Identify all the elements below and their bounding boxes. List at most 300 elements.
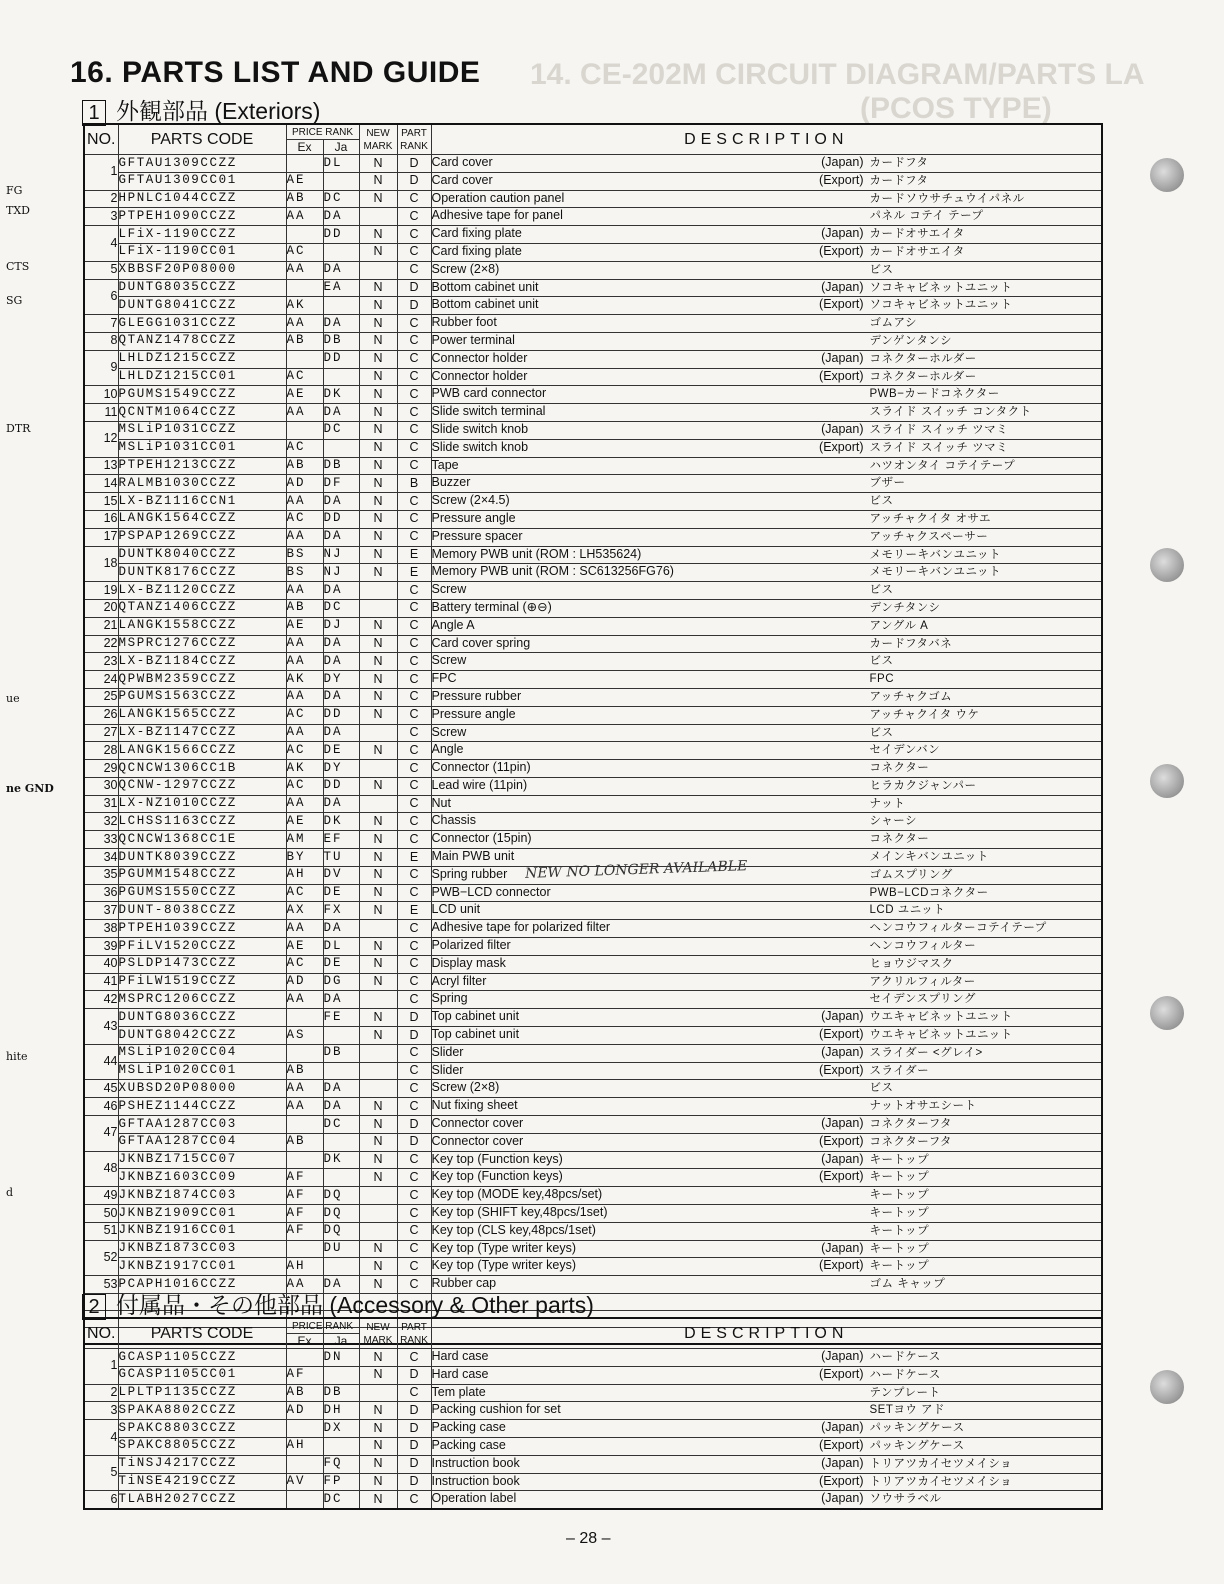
part-rank: C [397, 1349, 431, 1367]
description-japanese: メインキバンユニット [869, 851, 989, 864]
item-number: 19 [84, 582, 118, 600]
description-english: Pressure spacer [431, 528, 523, 543]
description-japanese: カードオサエイタ [869, 245, 965, 258]
description-japanese: テンプレート [869, 1386, 941, 1399]
description-japanese: スライド スイッチ コンタクト [869, 406, 1032, 419]
description [431, 1437, 1102, 1455]
parts-code: LX-NZ1010CCZZ [118, 795, 286, 813]
table-row [84, 688, 1102, 706]
price-rank-ja: DK [323, 1151, 359, 1169]
price-rank-ex: AA [286, 1276, 323, 1294]
price-rank-ja: DC [323, 421, 359, 439]
new-mark: N [359, 510, 397, 528]
parts-code: JKNBZ1874CC03 [118, 1187, 286, 1205]
description-english: Bottom cabinet unit [431, 279, 539, 294]
price-rank-ex: AC [286, 368, 323, 386]
table-row [84, 1098, 1102, 1116]
part-rank: D [397, 1027, 431, 1045]
handwritten-note: NEW NO LONGER AVAILABLE [524, 858, 748, 882]
description-japanese: トリアツカイセツメイショ [869, 1475, 1013, 1488]
item-number: 25 [84, 688, 118, 706]
price-rank-ja: DB [323, 1384, 359, 1402]
price-rank-ja: EF [323, 831, 359, 849]
side-label: ne GND [6, 782, 54, 795]
item-number: 30 [84, 777, 118, 795]
table-row [84, 208, 1102, 226]
parts-code: MSPRC1276CCZZ [118, 635, 286, 653]
new-mark [359, 582, 397, 600]
description-japanese: ナット [869, 797, 906, 810]
part-rank: C [397, 226, 431, 244]
parts-code: LANGK1564CCZZ [118, 510, 286, 528]
new-mark: N [359, 973, 397, 991]
binder-hole [1150, 548, 1184, 582]
header-description: DESCRIPTION [431, 1318, 1102, 1349]
description [431, 671, 1102, 689]
part-rank: C [397, 457, 431, 475]
new-mark: N [359, 1402, 397, 1420]
description [431, 1473, 1102, 1491]
part-rank: C [397, 350, 431, 368]
parts-code: SPAKA8802CCZZ [118, 1402, 286, 1420]
description-english: Operation label [431, 1491, 517, 1506]
part-rank: C [397, 510, 431, 528]
description [431, 475, 1102, 493]
item-number: 8 [84, 332, 118, 350]
description-english: Connector (11pin) [431, 760, 531, 775]
part-rank: C [397, 315, 431, 333]
description-english: Screw [431, 653, 467, 668]
part-rank: C [397, 760, 431, 778]
part-rank: C [397, 938, 431, 956]
table-row [84, 1151, 1102, 1169]
description [431, 564, 1102, 582]
price-rank-ja: DA [323, 635, 359, 653]
description [431, 777, 1102, 795]
part-rank: D [397, 1455, 431, 1473]
table-row [84, 1420, 1102, 1438]
new-mark: N [359, 1473, 397, 1491]
description [431, 457, 1102, 475]
part-rank: D [397, 1116, 431, 1134]
parts-code: PSPAP1269CCZZ [118, 528, 286, 546]
part-rank: C [397, 1276, 431, 1294]
price-rank-ja: DF [323, 475, 359, 493]
price-rank-ex: AE [286, 938, 323, 956]
new-mark: N [359, 938, 397, 956]
price-rank-ex: AH [286, 1258, 323, 1276]
description-english: Packing cushion for set [431, 1402, 561, 1417]
new-mark: N [359, 831, 397, 849]
price-rank-ex [286, 1116, 323, 1134]
parts-code: QTANZ1406CCZZ [118, 599, 286, 617]
part-rank: C [397, 1491, 431, 1509]
new-mark: N [359, 350, 397, 368]
item-number: 41 [84, 973, 118, 991]
item-number: 52 [84, 1240, 118, 1276]
new-mark [359, 1187, 397, 1205]
table-row [84, 1384, 1102, 1402]
price-rank-ja: DQ [323, 1187, 359, 1205]
table-row [84, 457, 1102, 475]
new-mark: N [359, 226, 397, 244]
new-mark: N [359, 564, 397, 582]
price-rank-ex: AE [286, 386, 323, 404]
new-mark: N [359, 955, 397, 973]
new-mark: N [359, 332, 397, 350]
description [431, 172, 1102, 190]
description-english: Connector holder [431, 368, 528, 383]
new-mark: N [359, 1420, 397, 1438]
region: (Japan) [821, 1044, 864, 1059]
new-mark: N [359, 1491, 397, 1509]
region: (Japan) [821, 1491, 864, 1506]
part-rank: B [397, 475, 431, 493]
description-japanese: カードソウサチュウイパネル [869, 192, 1025, 205]
description [431, 315, 1102, 333]
description-japanese: パッキングケース [869, 1439, 965, 1452]
description-english: Screw [431, 724, 467, 739]
price-rank-ja: DD [323, 510, 359, 528]
description-english: Tem plate [431, 1384, 486, 1399]
description-japanese: ソコキャビネットユニット [869, 281, 1013, 294]
description [431, 297, 1102, 315]
part-rank: D [397, 1366, 431, 1384]
description-japanese: ソウサラベル [869, 1493, 942, 1506]
parts-code: PFiLV1520CCZZ [118, 938, 286, 956]
description-english: Key top (Function keys) [431, 1169, 563, 1184]
price-rank-ex: AH [286, 866, 323, 884]
new-mark: N [359, 635, 397, 653]
region: (Export) [819, 439, 864, 454]
price-rank-ex: AC [286, 955, 323, 973]
description-japanese: キートップ [869, 1260, 930, 1273]
price-rank-ex [286, 1491, 323, 1509]
part-rank: E [397, 902, 431, 920]
part-rank: C [397, 831, 431, 849]
parts-code: DUNTG8035CCZZ [118, 279, 286, 297]
table-row [84, 1044, 1102, 1062]
description [431, 208, 1102, 226]
region: (Japan) [821, 350, 864, 365]
description-japanese: PWB−LCDコネクター [869, 886, 989, 899]
price-rank-ja: DK [323, 386, 359, 404]
price-rank-ja [323, 1366, 359, 1384]
parts-code: PTPEH1039CCZZ [118, 920, 286, 938]
table-row [84, 813, 1102, 831]
description [431, 1455, 1102, 1473]
price-rank-ja: DY [323, 760, 359, 778]
description-japanese: ブザー [869, 477, 906, 490]
description-japanese: ゴムスプリング [869, 868, 953, 881]
table-row [84, 1349, 1102, 1367]
item-number: 35 [84, 866, 118, 884]
price-rank-ex: AK [286, 760, 323, 778]
price-rank-ex: AV [286, 1473, 323, 1491]
parts-code: JKNBZ1603CC09 [118, 1169, 286, 1187]
table-row [84, 938, 1102, 956]
price-rank-ex: AB [286, 457, 323, 475]
header-new-mark: NEW MARK [359, 124, 397, 155]
description [431, 368, 1102, 386]
price-rank-ja: DA [323, 1276, 359, 1294]
part-rank: C [397, 920, 431, 938]
binder-hole [1150, 764, 1184, 798]
header-parts-code: PARTS CODE [118, 124, 286, 155]
description [431, 332, 1102, 350]
description-japanese: PWB−カードコネクター [869, 388, 1000, 401]
description [431, 973, 1102, 991]
price-rank-ja [323, 368, 359, 386]
description [431, 1222, 1102, 1240]
new-mark: N [359, 528, 397, 546]
price-rank-ja: EA [323, 279, 359, 297]
side-label: TXD [6, 204, 30, 217]
description-japanese: セイデンスプリング [869, 993, 976, 1006]
description-japanese: スライダー <グレイ> [869, 1046, 983, 1059]
description [431, 582, 1102, 600]
new-mark: N [359, 617, 397, 635]
side-label: SG [6, 294, 23, 307]
table-row [84, 172, 1102, 190]
item-number: 37 [84, 902, 118, 920]
region: (Japan) [821, 1349, 864, 1363]
table-row [84, 1133, 1102, 1151]
header-new-mark: NEW MARK [359, 1318, 397, 1349]
new-mark: N [359, 155, 397, 173]
part-rank: C [397, 635, 431, 653]
new-mark: N [359, 457, 397, 475]
description [431, 1491, 1102, 1509]
header-part-rank: PART RANK [397, 1318, 431, 1349]
table-row [84, 1240, 1102, 1258]
price-rank-ja: DE [323, 955, 359, 973]
table-row [84, 261, 1102, 279]
parts-code: GFTAU1309CC01 [118, 172, 286, 190]
item-number: 46 [84, 1098, 118, 1116]
price-rank-ja: DQ [323, 1205, 359, 1223]
description [431, 706, 1102, 724]
parts-code: DUNT-8038CCZZ [118, 902, 286, 920]
new-mark [359, 920, 397, 938]
new-mark: N [359, 902, 397, 920]
parts-code: GCASP1105CC01 [118, 1366, 286, 1384]
item-number: 14 [84, 475, 118, 493]
description [431, 510, 1102, 528]
price-rank-ja: DA [323, 1080, 359, 1098]
price-rank-ja: DA [323, 795, 359, 813]
description-english: Main PWB unit [431, 849, 515, 864]
table-row [84, 742, 1102, 760]
item-number: 21 [84, 617, 118, 635]
new-mark: N [359, 243, 397, 261]
price-rank-ex: AA [286, 1098, 323, 1116]
new-mark: N [359, 1027, 397, 1045]
price-rank-ex: AC [286, 742, 323, 760]
table-row [84, 493, 1102, 511]
region: (Export) [819, 172, 864, 187]
new-mark [359, 1062, 397, 1080]
price-rank-ja: DH [323, 1402, 359, 1420]
price-rank-ex: AA [286, 528, 323, 546]
description [431, 261, 1102, 279]
table-row [84, 991, 1102, 1009]
price-rank-ja: DC [323, 599, 359, 617]
parts-code: GFTAU1309CCZZ [118, 155, 286, 173]
part-rank: D [397, 172, 431, 190]
table-row [84, 973, 1102, 991]
region: (Japan) [821, 1009, 864, 1024]
region: (Export) [819, 1133, 864, 1148]
price-rank-ja [323, 172, 359, 190]
header-part-rank: PART RANK [397, 124, 431, 155]
description [431, 1116, 1102, 1134]
description-english: Slide switch knob [431, 421, 529, 436]
description-english: Card cover [431, 155, 493, 169]
description [431, 546, 1102, 564]
description-japanese: ヘンコウフィルターコテイテープ [869, 922, 1047, 935]
description [431, 795, 1102, 813]
table-row [84, 724, 1102, 742]
table-row [84, 635, 1102, 653]
price-rank-ex: AX [286, 902, 323, 920]
price-rank-ja [323, 243, 359, 261]
price-rank-ja: TU [323, 849, 359, 867]
parts-code: PGUMS1550CCZZ [118, 884, 286, 902]
part-rank: D [397, 279, 431, 297]
price-rank-ex: AA [286, 1080, 323, 1098]
item-number: 7 [84, 315, 118, 333]
header-price-rank: PRICE RANK [286, 1318, 359, 1334]
description-japanese: ハツオンタイ コテイテープ [869, 459, 1016, 472]
parts-code: DUNTK8039CCZZ [118, 849, 286, 867]
description-japanese: コネクターホルダー [869, 370, 977, 383]
description-english: Card cover spring [431, 635, 531, 650]
price-rank-ja: DA [323, 528, 359, 546]
description-japanese: アッチャクイタ ウケ [869, 708, 980, 721]
description [431, 902, 1102, 920]
description-english: PWB card connector [431, 386, 547, 401]
item-number: 32 [84, 813, 118, 831]
price-rank-ja: FQ [323, 1455, 359, 1473]
item-number: 2 [84, 1384, 118, 1402]
table-row [84, 795, 1102, 813]
price-rank-ex: AA [286, 920, 323, 938]
part-rank: C [397, 1205, 431, 1223]
description-japanese: キートップ [869, 1224, 930, 1237]
parts-code: LFiX-1190CCZZ [118, 226, 286, 244]
description-japanese: キートップ [869, 1153, 930, 1166]
description-japanese: セイデンバン [869, 744, 941, 757]
parts-code: TiNSE4219CCZZ [118, 1473, 286, 1491]
table-row [84, 332, 1102, 350]
part-rank: D [397, 1437, 431, 1455]
part-rank: C [397, 1044, 431, 1062]
price-rank-ja: DA [323, 208, 359, 226]
description-japanese: ビス [869, 584, 894, 597]
bleed-through-heading: 14. CE-202M CIRCUIT DIAGRAM/PARTS LA [530, 58, 1145, 91]
bleed-through-subheading: (PCOS TYPE) [860, 92, 1052, 125]
description-japanese: メモリーキバンユニット [869, 566, 1002, 579]
price-rank-ja: DE [323, 884, 359, 902]
description-english: PWB−LCD connector [431, 884, 551, 899]
price-rank-ex: AA [286, 582, 323, 600]
description [431, 1133, 1102, 1151]
side-label: ue [6, 692, 20, 705]
binder-hole [1150, 996, 1184, 1030]
item-number: 17 [84, 528, 118, 546]
parts-code: TLABH2027CCZZ [118, 1491, 286, 1509]
description [431, 1366, 1102, 1384]
part-rank: C [397, 582, 431, 600]
price-rank-ex: AE [286, 617, 323, 635]
description-japanese: アッチャクゴム [869, 690, 953, 703]
parts-code: LANGK1565CCZZ [118, 706, 286, 724]
item-number: 12 [84, 421, 118, 457]
header-no: NO. [84, 1318, 118, 1349]
new-mark [359, 599, 397, 617]
parts-code: XBBSF20P08000 [118, 261, 286, 279]
description-japanese: ゴム キャップ [869, 1278, 946, 1291]
table-row [84, 350, 1102, 368]
region: (Export) [819, 243, 864, 258]
description-english: Nut fixing sheet [431, 1098, 518, 1113]
parts-code: QCNCW1306CC1B [118, 760, 286, 778]
part-rank: C [397, 404, 431, 422]
description-english: Screw (2×8) [431, 261, 500, 276]
new-mark: N [359, 1349, 397, 1367]
item-number: 4 [84, 1420, 118, 1456]
side-label: CTS [6, 260, 30, 273]
description-english: Buzzer [431, 475, 471, 490]
parts-code: MSPRC1206CCZZ [118, 991, 286, 1009]
description-english: Spring [431, 991, 468, 1006]
price-rank-ex: AA [286, 493, 323, 511]
description [431, 617, 1102, 635]
parts-code: DUNTK8176CCZZ [118, 564, 286, 582]
table-row [84, 528, 1102, 546]
description-english: Pressure angle [431, 510, 516, 525]
price-rank-ja: NJ [323, 546, 359, 564]
description-english: Angle [431, 742, 464, 757]
price-rank-ja [323, 439, 359, 457]
description-english: Hard case [431, 1349, 489, 1363]
price-rank-ja: DV [323, 866, 359, 884]
price-rank-ex [286, 1044, 323, 1062]
description-japanese: デンチタンシ [869, 601, 941, 614]
new-mark [359, 760, 397, 778]
description [431, 190, 1102, 208]
description [431, 635, 1102, 653]
new-mark [359, 1205, 397, 1223]
region: (Export) [819, 297, 864, 312]
description-japanese: ヒョウジマスク [869, 957, 954, 970]
new-mark: N [359, 475, 397, 493]
section-exteriors-title [82, 93, 320, 126]
item-number: 24 [84, 671, 118, 689]
table-row [84, 243, 1102, 261]
table-row [84, 475, 1102, 493]
region: (Export) [819, 1437, 864, 1452]
price-rank-ex: AK [286, 671, 323, 689]
description-english: Nut [431, 795, 451, 810]
part-rank: C [397, 1062, 431, 1080]
part-rank: C [397, 795, 431, 813]
header-ja: Ja [323, 140, 359, 155]
new-mark: N [359, 421, 397, 439]
description [431, 243, 1102, 261]
item-number: 38 [84, 920, 118, 938]
